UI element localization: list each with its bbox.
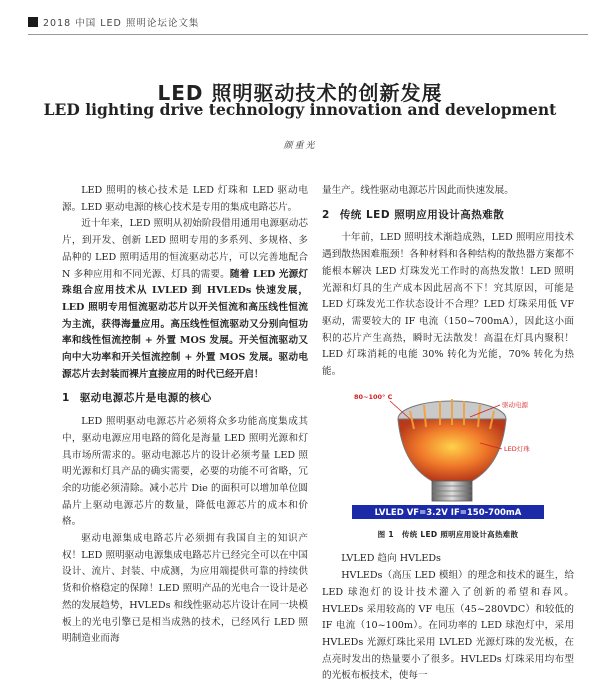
figure-bulb	[352, 389, 544, 525]
section-1-title: 驱动电源芯片是电源的核心	[79, 392, 212, 405]
running-title: 2018 中国 LED 照明论坛论文集	[43, 18, 200, 29]
paragraph-intro: LED 照明的核心技术是 LED 灯珠和 LED 驱动电源。LED 驱动电源的核心技术是专用的集成电路芯片。	[62, 185, 308, 213]
section-2-title: 传统 LED 照明应用设计高热难散	[339, 208, 505, 221]
section-1-heading	[62, 390, 308, 407]
paragraph-hvleds: HVLEDs（高压 LED 模组）的理念和技术的诞生，给 LED 球泡灯的设计技术灌入了创新的希望和春风。HVLEDs 采用较高的 VF 电压（45~280VDC）和较低的 IF 电流（10~100m）。在同功率的 LED 球泡灯中，采用 HVLEDs 光源灯珠比采用 LVLED 光源灯珠的发光板，在点亮时发出的热量要小了很多。HVLEDs 灯珠采用均布型的光板布板技术，使每一	[322, 570, 574, 682]
driver-label: 驱动电源	[502, 400, 528, 409]
bulb-diagram	[352, 389, 544, 525]
paragraph-lvled-trend: LVLED 趋向 HVLEDs	[341, 553, 441, 565]
section-1-number: 1	[62, 392, 70, 405]
figure-caption	[322, 527, 574, 544]
paragraph-decade	[62, 216, 308, 383]
figure-number: 图 1	[377, 529, 394, 539]
paragraph-decade-bold: 随着 LED 光源灯珠组合应用技术从 LVLED 到 HVLEDs 快速发展，LED 照明专用恒流驱动芯片以开关恒流和高压线性恒流为主流，获得海量应用。高压线性恒流驱动又分别向恒功率和线性恒流控制 + 外置 MOS 发展。开关恒流驱动又向中大功率和开关恒流控制 + 外置 MOS 发展。驱动电源芯片去封装而裸片直接应用的时代已经开启！	[62, 268, 308, 380]
header-bullet	[28, 17, 38, 27]
right-column	[322, 183, 574, 685]
left-column	[62, 183, 308, 648]
section-2-number: 2	[322, 208, 330, 221]
title-english: LED lighting drive technology innovation and development	[43, 100, 557, 119]
title-chinese: LED 照明驱动技术的创新发展	[157, 81, 443, 105]
paragraph-integration: LED 照明驱动电源芯片必须将众多功能高度集成其中，驱动电源应用电路的简化是海量 LED 照明光源和灯具市场所需求的。驱动电源芯片的设计必须考量 LED 照明光源和灯具产品的确实需要，必要的功能不可省略，冗余的功能必须清除。减小芯片 Die 的面积可以增加单位圆晶片上驱动电源芯片的数量，降低电源芯片的成本和价格。	[62, 416, 308, 528]
temp-label: 80~100° C	[354, 392, 393, 401]
paragraph-continued: 量生产。线性驱动电源芯片因此而快速发展。	[322, 185, 514, 196]
led-label: LED灯珠	[504, 444, 530, 453]
section-2-heading	[322, 207, 574, 224]
running-header	[28, 12, 588, 35]
paragraph-heat: 十年前，LED 照明技术渐趋成熟，LED 照明应用技术遇到散热困难瓶颈！各种材料和各种结构的散热器方案都不能根本解决 LED 灯珠发光工作时的高热发散！LED 照明光源和灯具的生产成本因此居高不下！究其原因，可能是 LED 灯珠发光工作状态设计不合理？LED 灯珠采用低 VF 驱动，需要较大的 IF 电流（150~700mA），因此这小面积的芯片产生高热，瞬时无法散发！高温在灯具内聚积！LED 灯珠消耗的电能 30% 转化为光能，70% 转化为热能。	[322, 232, 574, 378]
paragraph-decade-text: 近十年来，LED 照明从初始阶段借用通用电源驱动芯片，到开发、创新 LED 照明专用的多系列、多规格、多品种的 LED 照明适用的恒流驱动芯片，可以完善地配合 N 多种应用和不同光源、灯具的需要。	[62, 218, 308, 280]
figure-caption-text: 传统 LED 照明应用设计高热难散	[401, 529, 519, 539]
paragraph-ip: 驱动电源集成电路芯片必须拥有我国自主的知识产权！LED 照明驱动电源集成电路芯片已经完全可以在中国设计、流片、封装、中成测，为应用端提供可靠的持续供货和价格稳定的保障！LED 照明产品的光电合一设计是必然的发展趋势，HVLEDs 和线性驱动芯片设计在同一块模板上的光电引擎已是相当成熟的技术，已经风行 LED 照明制造业而海	[62, 533, 308, 645]
figure-banner-text: LVLED VF=3.2V IF=150-700mA	[374, 507, 522, 518]
author-name: 颜重光	[283, 141, 317, 151]
